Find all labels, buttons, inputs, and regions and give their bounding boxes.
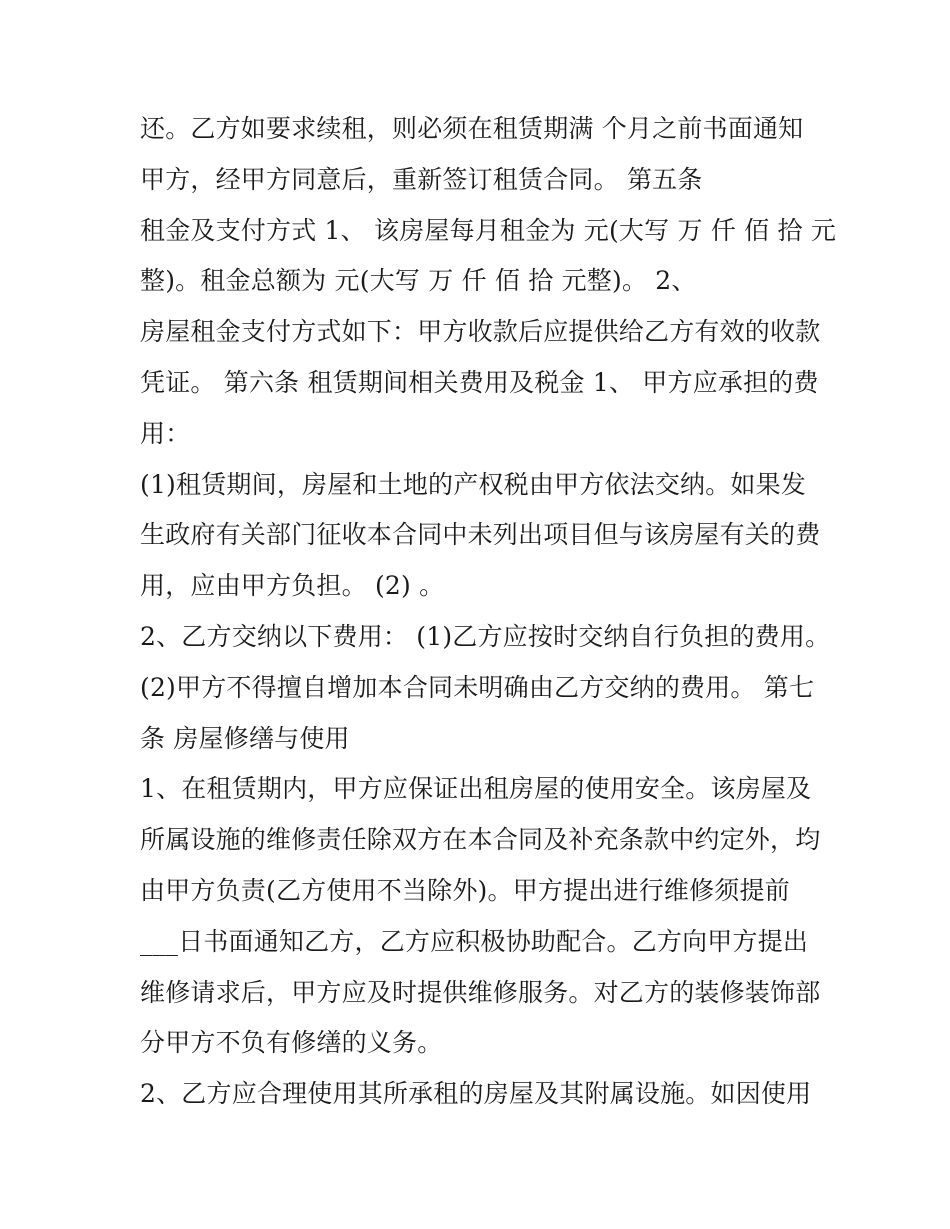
text-line: 条 房屋修缮与使用	[140, 723, 350, 753]
text-line: (2)甲方不得擅自增加本合同未明确由乙方交纳的费用。 第七	[140, 672, 815, 702]
text-line: 用，应由甲方负担。 (2) 。	[140, 571, 445, 601]
text-line: 还。乙方如要求续租，则必须在租赁期满 个月之前书面通知	[140, 114, 804, 143]
text-line: 2、乙方交纳以下费用： (1)乙方应按时交纳自行负担的费用。	[140, 621, 831, 651]
text-line: ___日书面通知乙方，乙方应积极协助配合。乙方向甲方提出	[140, 926, 809, 956]
text-line: 整)。租金总额为 元(大写 万 仟 佰 拾 元整)。 2、	[140, 266, 697, 296]
text-line: 房屋租金支付方式如下：甲方收款后应提供给乙方有效的收款	[140, 317, 821, 347]
text-line: 租金及支付方式 1、 该房屋每月租金为 元(大写 万 仟 佰 拾 元	[140, 215, 837, 245]
text-line: 甲方，经甲方同意后，重新签订租赁合同。 第五条	[140, 164, 703, 194]
text-line: 2、乙方应合理使用其所承租的房屋及其附属设施。如因使用	[140, 1079, 812, 1109]
text-line: 生政府有关部门征收本合同中未列出项目但与该房屋有关的费	[140, 520, 821, 550]
text-line: 1、在租赁期内，甲方应保证出租房屋的使用安全。该房屋及	[140, 774, 812, 804]
text-line: 维修请求后，甲方应及时提供维修服务。对乙方的装修装饰部	[140, 977, 821, 1007]
document-body	[140, 104, 837, 1120]
text-line: 凭证。 第六条 租赁期间相关费用及税金 1、 甲方应承担的费	[140, 367, 819, 397]
text-line: 所属设施的维修责任除双方在本合同及补充条款中约定外，均	[140, 825, 821, 855]
text-line: 用：	[140, 418, 191, 448]
text-line: 由甲方负责(乙方使用不当除外)。甲方提出进行维修须提前	[140, 875, 790, 905]
text-line: 分甲方不负有修缮的义务。	[140, 1028, 443, 1058]
text-line: (1)租赁期间，房屋和土地的产权税由甲方依法交纳。如果发	[140, 469, 807, 499]
